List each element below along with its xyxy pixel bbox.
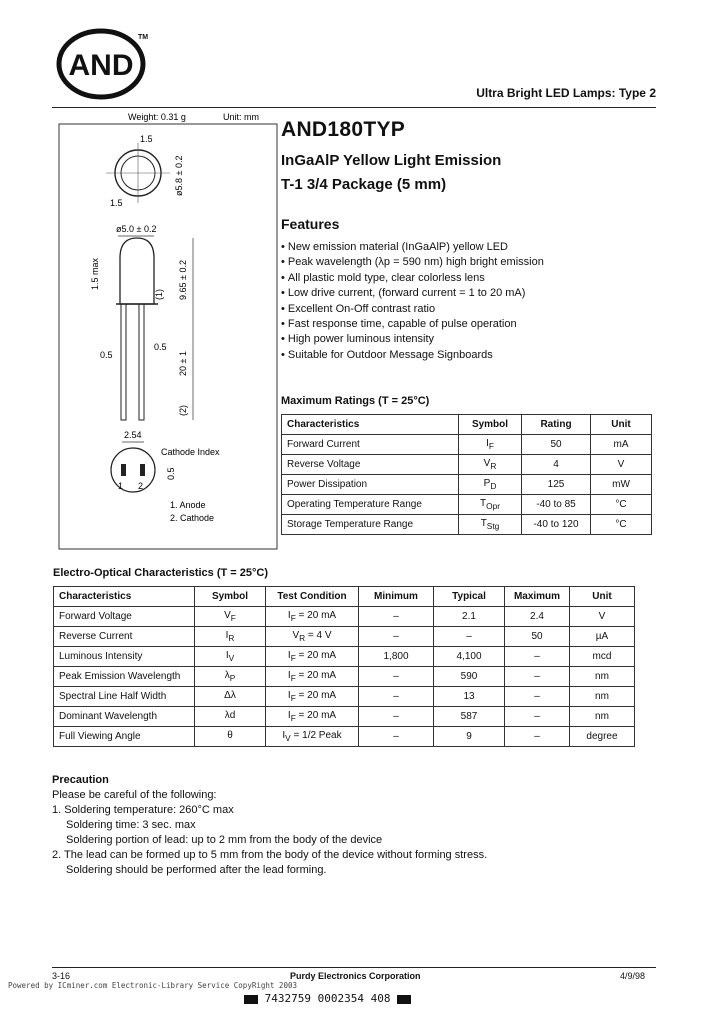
- dim-2-54: 2.54: [124, 430, 142, 440]
- product-subtitle-2: T-1 3/4 Package (5 mm): [281, 176, 447, 193]
- pin-cathode: [140, 464, 145, 476]
- cell: Reverse Current: [54, 627, 195, 647]
- legend-anode: 1. Anode: [170, 500, 206, 510]
- cathode-index-label: Cathode Index: [161, 447, 220, 457]
- dim-1-5-top: 1.5: [140, 134, 153, 144]
- symbol-cell: $V_F$: [195, 607, 266, 627]
- precaution-heading: Precaution: [52, 774, 109, 786]
- dim-1-5-left: 1.5: [110, 198, 123, 208]
- cell: -40 to 120: [522, 515, 591, 535]
- note-2: (2): [178, 405, 188, 416]
- dim-9-65: 9.65 ± 0.2: [178, 260, 188, 300]
- feature-item: • High power luminous intensity: [281, 332, 544, 347]
- symbol-cell: $P_D$: [459, 475, 522, 495]
- table-row: [54, 647, 635, 667]
- table-row: [282, 475, 652, 495]
- cell: Spectral Line Half Width: [54, 687, 195, 707]
- symbol-cell: $T_{Opr}$: [459, 495, 522, 515]
- cell: degree: [570, 727, 635, 747]
- dim-0-5-left: 0.5: [100, 350, 113, 360]
- cell: 1,800: [359, 647, 434, 667]
- condition-cell: $I_F = 20$ mA: [266, 607, 359, 627]
- table-row: [282, 495, 652, 515]
- col-header: Symbol: [459, 415, 522, 435]
- product-subtitle-1: InGaAlP Yellow Light Emission: [281, 152, 502, 169]
- symbol-cell: θ: [195, 727, 266, 747]
- table-row: [282, 455, 652, 475]
- eo-title: Electro-Optical Characteristics (T = 25°C): [53, 567, 268, 579]
- feature-item: • Suitable for Outdoor Message Signboards: [281, 348, 544, 363]
- cell: nm: [570, 687, 635, 707]
- cell: Operating Temperature Range: [282, 495, 459, 515]
- series-title: Ultra Bright LED Lamps: Type 2: [476, 86, 656, 100]
- cell: –: [505, 667, 570, 687]
- cell: –: [359, 687, 434, 707]
- symbol-cell: $V_R$: [459, 455, 522, 475]
- col-header: Rating: [522, 415, 591, 435]
- precaution-line: Please be careful of the following:: [52, 789, 217, 801]
- precaution-line: 2. The lead can be formed up to 5 mm from the body of the device without forming stress.: [52, 849, 488, 861]
- condition-cell: $I_F = 20$ mA: [266, 687, 359, 707]
- table-row: [54, 627, 635, 647]
- condition-cell: $I_F = 20$ mA: [266, 707, 359, 727]
- feature-item: • Peak wavelength (λp = 590 nm) high bright emission: [281, 255, 544, 270]
- cell: 590: [434, 667, 505, 687]
- cell: mA: [591, 435, 652, 455]
- dim-1-5-max: 1.5 max: [90, 257, 100, 290]
- table-header-row: [282, 415, 652, 435]
- cell: 50: [505, 627, 570, 647]
- trademark: TM: [138, 34, 149, 41]
- col-header: Characteristics: [54, 587, 195, 607]
- condition-cell: $V_R = 4$ V: [266, 627, 359, 647]
- feature-item: • Low drive current, (forward current = 1 to 20 mA): [281, 286, 544, 301]
- cell: Forward Voltage: [54, 607, 195, 627]
- pin-1-label: 1: [118, 481, 124, 491]
- feature-item: • Fast response time, capable of pulse operation: [281, 317, 544, 332]
- cell: –: [505, 707, 570, 727]
- cell: –: [505, 727, 570, 747]
- feature-item: • Excellent On-Off contrast ratio: [281, 302, 544, 317]
- condition-cell: $I_V = 1/2$ Peak: [266, 727, 359, 747]
- precaution-line: Soldering should be performed after the lead forming.: [66, 864, 327, 876]
- cell: –: [359, 707, 434, 727]
- unit-label: Unit: mm: [223, 112, 259, 122]
- condition-cell: $I_F = 20$ mA: [266, 667, 359, 687]
- table-row: [54, 667, 635, 687]
- barcode: [244, 992, 411, 1005]
- table-row: [54, 727, 635, 747]
- cell: Luminous Intensity: [54, 647, 195, 667]
- feature-item: • All plastic mold type, clear colorless lens: [281, 271, 544, 286]
- cell: –: [505, 647, 570, 667]
- watermark: Powered by ICminer.com Electronic-Library Service CopyRight 2003: [8, 981, 297, 990]
- symbol-cell: $I_F$: [459, 435, 522, 455]
- legend-cathode: 2. Cathode: [170, 513, 215, 523]
- col-header: Maximum: [505, 587, 570, 607]
- cell: –: [359, 667, 434, 687]
- company-name: Purdy Electronics Corporation: [290, 971, 421, 981]
- cell: Peak Emission Wavelength: [54, 667, 195, 687]
- dim-20: 20 ± 1: [178, 351, 188, 376]
- logo-text: AND: [68, 49, 134, 82]
- cell: 13: [434, 687, 505, 707]
- symbol-cell: λd: [195, 707, 266, 727]
- dim-dia-5-8: ø5.8 ± 0.2: [174, 155, 184, 196]
- cell: V: [570, 607, 635, 627]
- cell: –: [359, 607, 434, 627]
- note-1: (1): [154, 289, 164, 300]
- table-row: [54, 687, 635, 707]
- precaution-line: Soldering portion of lead: up to 2 mm from the body of the device: [66, 834, 383, 846]
- cell: Full Viewing Angle: [54, 727, 195, 747]
- symbol-cell: $T_{Stg}$: [459, 515, 522, 535]
- feature-item: • New emission material (InGaAlP) yellow LED: [281, 240, 544, 255]
- cell: –: [359, 627, 434, 647]
- cell: 2.1: [434, 607, 505, 627]
- table-row: [54, 707, 635, 727]
- footer-date: 4/9/98: [620, 971, 646, 981]
- cell: Dominant Wavelength: [54, 707, 195, 727]
- max-ratings-title: Maximum Ratings (T = 25°C): [281, 395, 430, 407]
- barcode-block: [244, 995, 258, 1004]
- col-header: Characteristics: [282, 415, 459, 435]
- symbol-cell: $I_R$: [195, 627, 266, 647]
- cell: -40 to 85: [522, 495, 591, 515]
- cell: nm: [570, 707, 635, 727]
- features-heading: Features: [281, 216, 340, 232]
- col-header: Unit: [570, 587, 635, 607]
- and-logo: [56, 27, 149, 101]
- page-number: 3-16: [52, 971, 71, 981]
- cell: Forward Current: [282, 435, 459, 455]
- drawing-frame: [59, 124, 277, 549]
- cell: –: [434, 627, 505, 647]
- cell: 9: [434, 727, 505, 747]
- col-header: Unit: [591, 415, 652, 435]
- table-row: [54, 607, 635, 627]
- cell: °C: [591, 495, 652, 515]
- product-title: AND180TYP: [281, 118, 406, 141]
- dim-0-5-right: 0.5: [154, 342, 167, 352]
- precaution-line: Soldering time: 3 sec. max: [66, 819, 196, 831]
- cell: –: [505, 687, 570, 707]
- cell: nm: [570, 667, 635, 687]
- table-row: [282, 435, 652, 455]
- col-header: Minimum: [359, 587, 434, 607]
- cell: µA: [570, 627, 635, 647]
- dim-0-5-small: 0.5: [166, 467, 176, 480]
- lead-cathode: [139, 304, 144, 420]
- symbol-cell: Δλ: [195, 687, 266, 707]
- side-view-body: [120, 238, 154, 304]
- symbol-cell: $\lambda_P$: [195, 667, 266, 687]
- cell: Storage Temperature Range: [282, 515, 459, 535]
- condition-cell: $I_F = 20$ mA: [266, 647, 359, 667]
- package-drawing: [58, 108, 280, 558]
- table-row: [282, 515, 652, 535]
- barcode-block: [397, 995, 411, 1004]
- pin-2-label: 2: [138, 481, 144, 491]
- col-header: Typical: [434, 587, 505, 607]
- cell: Reverse Voltage: [282, 455, 459, 475]
- cell: 125: [522, 475, 591, 495]
- weight-label: Weight: 0.31 g: [128, 112, 186, 122]
- table-header-row: [54, 587, 635, 607]
- dim-dia-5-0: ø5.0 ± 0.2: [116, 224, 157, 234]
- cell: mW: [591, 475, 652, 495]
- max-ratings-table: [281, 414, 652, 535]
- footer-divider: [52, 967, 656, 968]
- features-list: [281, 240, 544, 363]
- cell: °C: [591, 515, 652, 535]
- col-header: Symbol: [195, 587, 266, 607]
- cell: 2.4: [505, 607, 570, 627]
- lead-anode: [121, 304, 126, 420]
- cell: Power Dissipation: [282, 475, 459, 495]
- symbol-cell: $I_V$: [195, 647, 266, 667]
- cell: V: [591, 455, 652, 475]
- cell: 4,100: [434, 647, 505, 667]
- cell: 4: [522, 455, 591, 475]
- precaution-block: [52, 773, 487, 878]
- cell: mcd: [570, 647, 635, 667]
- eo-table: [53, 586, 635, 747]
- precaution-line: 1. Soldering temperature: 260°C max: [52, 804, 234, 816]
- cell: 50: [522, 435, 591, 455]
- cell: 587: [434, 707, 505, 727]
- cell: –: [359, 727, 434, 747]
- barcode-number: 7432759 0002354 408: [264, 992, 391, 1005]
- col-header: Test Condition: [266, 587, 359, 607]
- pin-anode: [121, 464, 126, 476]
